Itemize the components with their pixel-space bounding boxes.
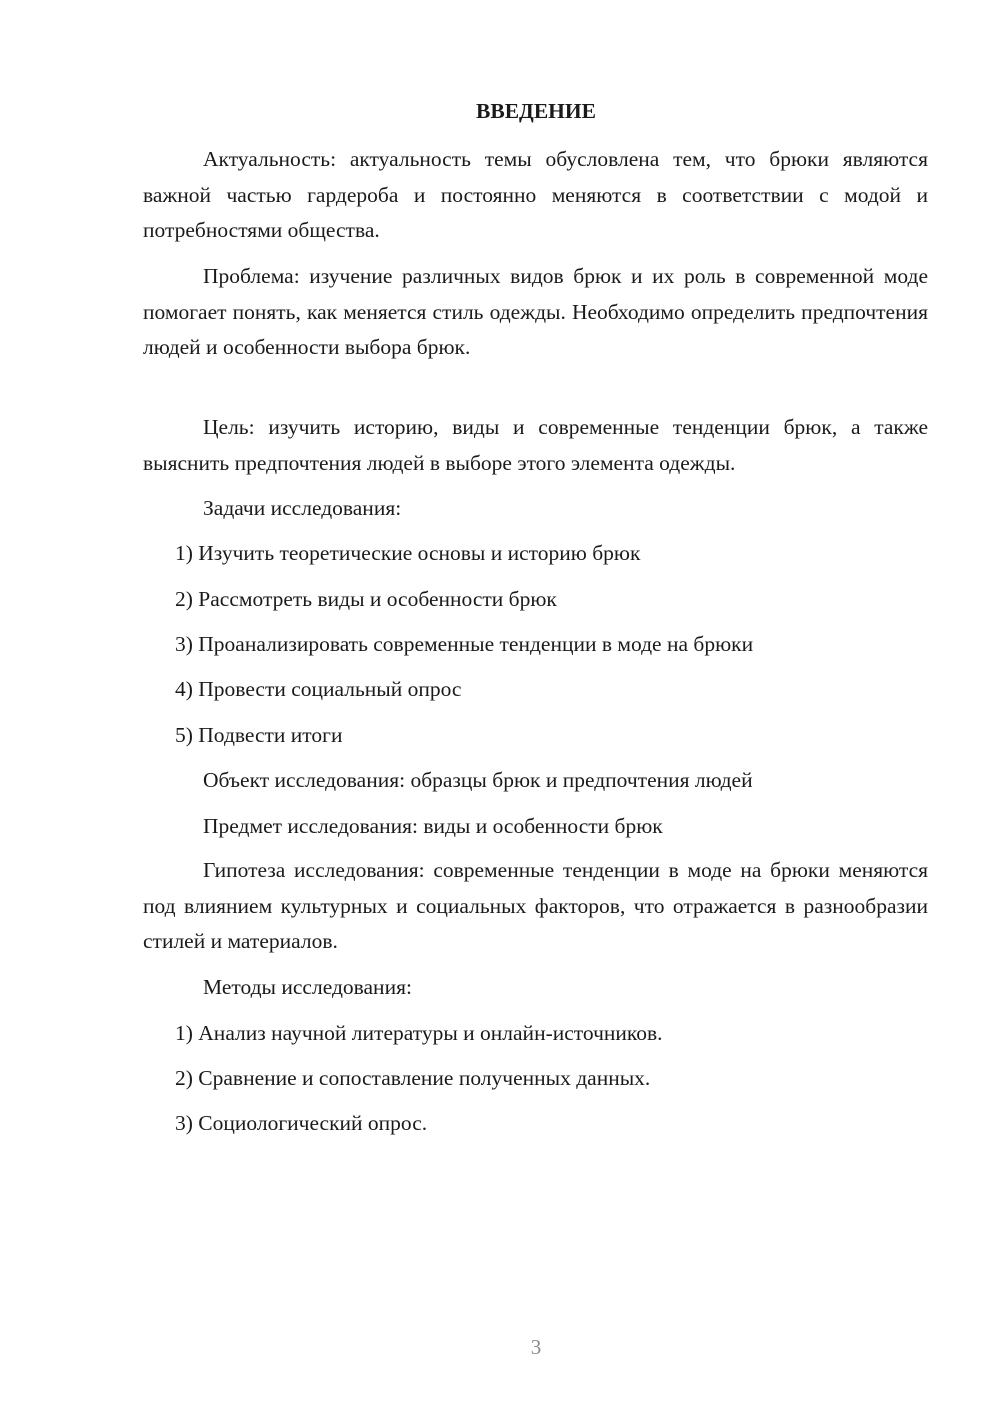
hypothesis-paragraph: Гипотеза исследования: современные тенденции в моде на брюки меняются под влиянием культурных и социальных факторов, что отражается в разнообразии стилей и материалов. (143, 858, 928, 954)
tasks-heading: Задачи исследования: (203, 496, 402, 520)
goal-paragraph: Цель: изучить историю, виды и современные тенденции брюк, а также выяснить предпочтения людей в выборе этого элемента одежды. (143, 415, 928, 475)
task-item: 5) Подвести итоги (175, 723, 343, 747)
task-item: 3) Проанализировать современные тенденции в моде на брюки (175, 632, 754, 656)
research-subject: Предмет исследования: виды и особенности брюк (203, 814, 663, 838)
method-item: 3) Социологический опрос. (175, 1111, 428, 1135)
relevance-paragraph: Актуальность: актуальность темы обусловлена тем, что брюки являются важной частью гардероба и постоянно меняются в соответствии с модой и потребностями общества. (143, 147, 928, 243)
task-item: 1) Изучить теоретические основы и историю брюк (175, 541, 641, 565)
page-number: 3 (530, 1335, 542, 1359)
section-title: ВВЕДЕНИЕ (476, 99, 596, 123)
problem-paragraph: Проблема: изучение различных видов брюк и их роль в современной моде помогает понять, как меняется стиль одежды. Необходимо определить предпочтения людей и особенности выбора брюк. (143, 264, 928, 360)
research-object: Объект исследования: образцы брюк и предпочтения людей (203, 768, 753, 792)
method-item: 2) Сравнение и сопоставление полученных данных. (175, 1066, 651, 1090)
methods-heading: Методы исследования: (203, 975, 412, 999)
task-item: 2) Рассмотреть виды и особенности брюк (175, 587, 557, 611)
method-item: 1) Анализ научной литературы и онлайн-источников. (175, 1021, 663, 1045)
task-item: 4) Провести социальный опрос (175, 677, 462, 701)
